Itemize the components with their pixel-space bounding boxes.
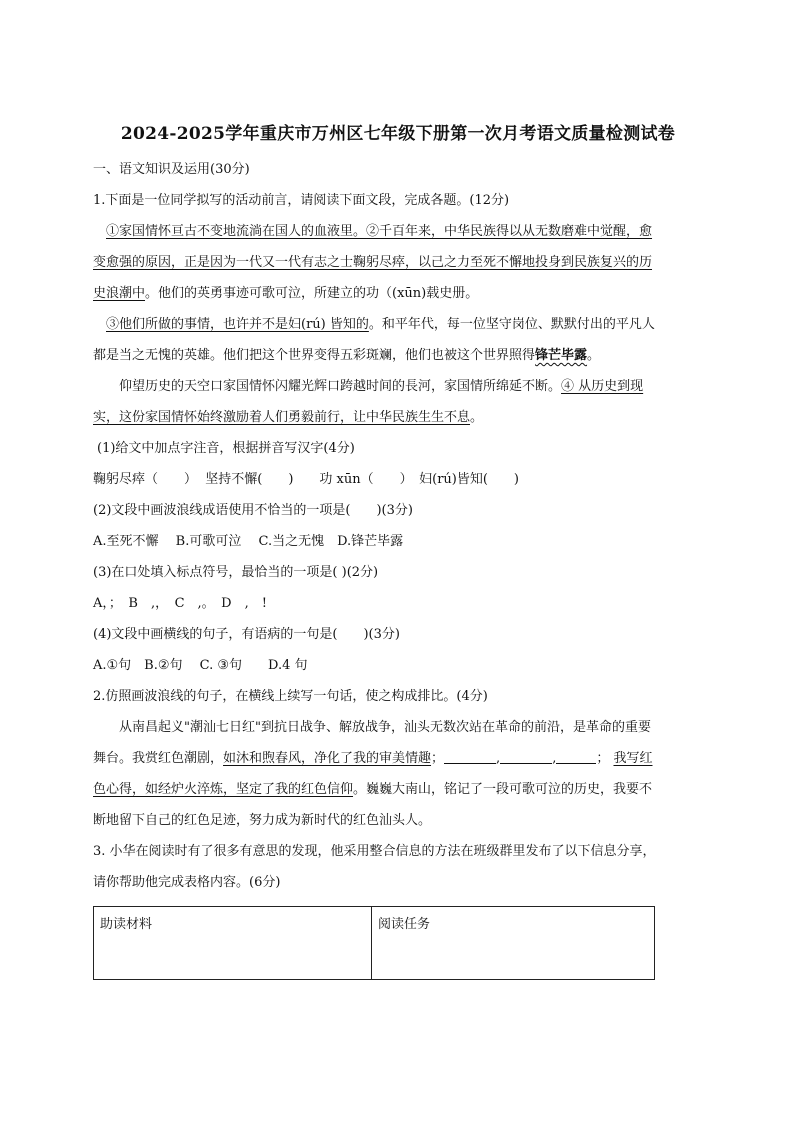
sentence-2-part-3: 史浪潮中 xyxy=(93,286,146,301)
page-title: 2024-2025学年重庆市万州区七年级下册第一次月考语文质量检测试卷 xyxy=(120,124,676,144)
passage-paragraph-2 xyxy=(93,309,703,340)
wavy-idiom: 锋芒毕露 xyxy=(535,348,588,363)
question-2-passage-line-2: 舞台。我赏红色潮剧，如沐和煦春风，净化了我的审美情趣； , , ； 我写红 xyxy=(93,751,653,766)
paragraph-2-end: 。 xyxy=(587,348,601,363)
sub-question-2: (2)文段中画波浪线成语使用不恰当的一项是( )(3分) xyxy=(93,503,413,518)
q2-line-2-start: 舞台。我赏红色潮剧， xyxy=(93,751,224,766)
table-row xyxy=(94,907,655,980)
answer-blank-1[interactable] xyxy=(444,749,496,764)
question-2-passage-line-3 xyxy=(93,774,703,805)
passage-paragraph-2-cont xyxy=(93,340,703,371)
q2-wavy-sentence-2-end: 色心得，如经炉火淬炼，坚定了我的红色信仰 xyxy=(93,782,354,797)
paragraph-1-tail: 。他们的英勇事迹可歌可泣，所建立的功（(xūn)载史册。 xyxy=(145,286,479,301)
q2-semicolon-2: ； xyxy=(596,751,610,766)
passage-paragraph-1-cont xyxy=(93,247,703,278)
sentence-2-part-2: 变愈强的原因，正是因为一代又一代有志之士鞠躬尽瘁，以己之力至死不懈地投身到民族复兴的历 xyxy=(93,255,653,270)
section-heading: 一、语文知识及运用(30分) xyxy=(93,162,250,177)
passage-paragraph-3-cont xyxy=(93,402,703,433)
passage-paragraph-1-end xyxy=(93,278,703,309)
paragraph-3-text: 仰望历史的天空口家国情怀闪耀光辉口跨越时间的長河，家国情所绵延不断。 xyxy=(119,379,562,394)
sub-question-3-options: A，； B ,， C ,。 D , ! xyxy=(93,596,267,611)
passage-paragraph-3 xyxy=(93,371,703,402)
q2-semicolon: ； xyxy=(431,751,445,766)
reading-table xyxy=(93,906,655,980)
sub-question-2-options: A.至死不懈 B.可歌可泣 C.当之无愧 D.锋芒毕露 xyxy=(93,534,404,549)
paragraph-3-end: 。 xyxy=(470,410,484,425)
exam-page xyxy=(93,120,703,980)
table-header-materials: 助读材料 xyxy=(94,907,372,980)
sub-question-1-items: 鞠躬尽瘁（ ） 坚持不懈( ) 功 xūn（ ） 妇(rú)皆知( ) xyxy=(93,472,519,487)
sentence-2-part-1: ②千百年来，中华民族得以从无数磨难中觉醒，愈 xyxy=(366,224,653,239)
paragraph-2-line-2: 都是当之无愧的英雄。他们把这个世界变得五彩斑斓，他们也被这个世界照得 xyxy=(93,348,536,363)
sentence-4-part-2: 实，这份家国情怀始终激励着人们勇毅前行，让中华民族生生不息 xyxy=(93,410,471,425)
question-3-stem-line-2: 请你帮助他完成表格内容。(6分) xyxy=(93,875,281,890)
paragraph-2-mid: 。和平年代，每一位坚守岗位、默默付出的平凡人 xyxy=(368,317,655,332)
sentence-4-part-1: ④ 从历史到现 xyxy=(561,379,644,394)
table-header-tasks: 阅读任务 xyxy=(372,907,655,980)
question-1-stem: 1.下面是一位同学拟写的活动前言，请阅读下面文段，完成各题。(12分) xyxy=(93,193,510,208)
sub-question-4-options: A.①句 B.②句 C. ③句 D.4 句 xyxy=(93,658,308,673)
q2-wavy-sentence-2-start: 我写红 xyxy=(613,751,653,766)
question-3-stem-line-1: 3. 小华在阅读时有了很多有意思的发现，他采用整合信息的方法在班级群里发布了以下信息分享， xyxy=(93,844,656,859)
sub-question-3: (3)在口处填入标点符号，最恰当的一项是( )(2分) xyxy=(93,565,379,580)
answer-blank-2[interactable] xyxy=(500,749,552,764)
answer-blank-3[interactable] xyxy=(556,749,596,764)
sub-question-1: (1)给文中加点字注音，根据拼音写汉字(4分) xyxy=(97,441,355,456)
sentence-1: ①家国情怀亘古不变地流淌在国人的血液里。 xyxy=(106,224,367,239)
sentence-3: ③他们所做的事情，也许并不是妇(rú) 皆知的 xyxy=(106,317,369,332)
sub-question-4: (4)文段中画横线的句子，有语病的一句是( )(3分) xyxy=(93,627,400,642)
question-2-stem: 2.仿照画波浪线的句子，在横线上续写一句话，使之构成排比。(4分) xyxy=(93,689,488,704)
question-2-passage-line-4: 断地留下自己的红色足迹，努力成为新时代的红色汕头人。 xyxy=(93,813,432,828)
q2-line-3-rest: 。巍巍大南山，铭记了一段可歌可泣的历史，我要不 xyxy=(353,782,653,797)
passage-paragraph-1 xyxy=(93,216,703,247)
q2-wavy-sentence-1: 如沐和煦春风，净化了我的审美情趣 xyxy=(223,751,432,766)
question-2-passage-line-1: 从南昌起义"潮汕七日红"到抗日战争、解放战争，汕头无数次站在革命的前沿，是革命的重要 xyxy=(119,720,651,735)
